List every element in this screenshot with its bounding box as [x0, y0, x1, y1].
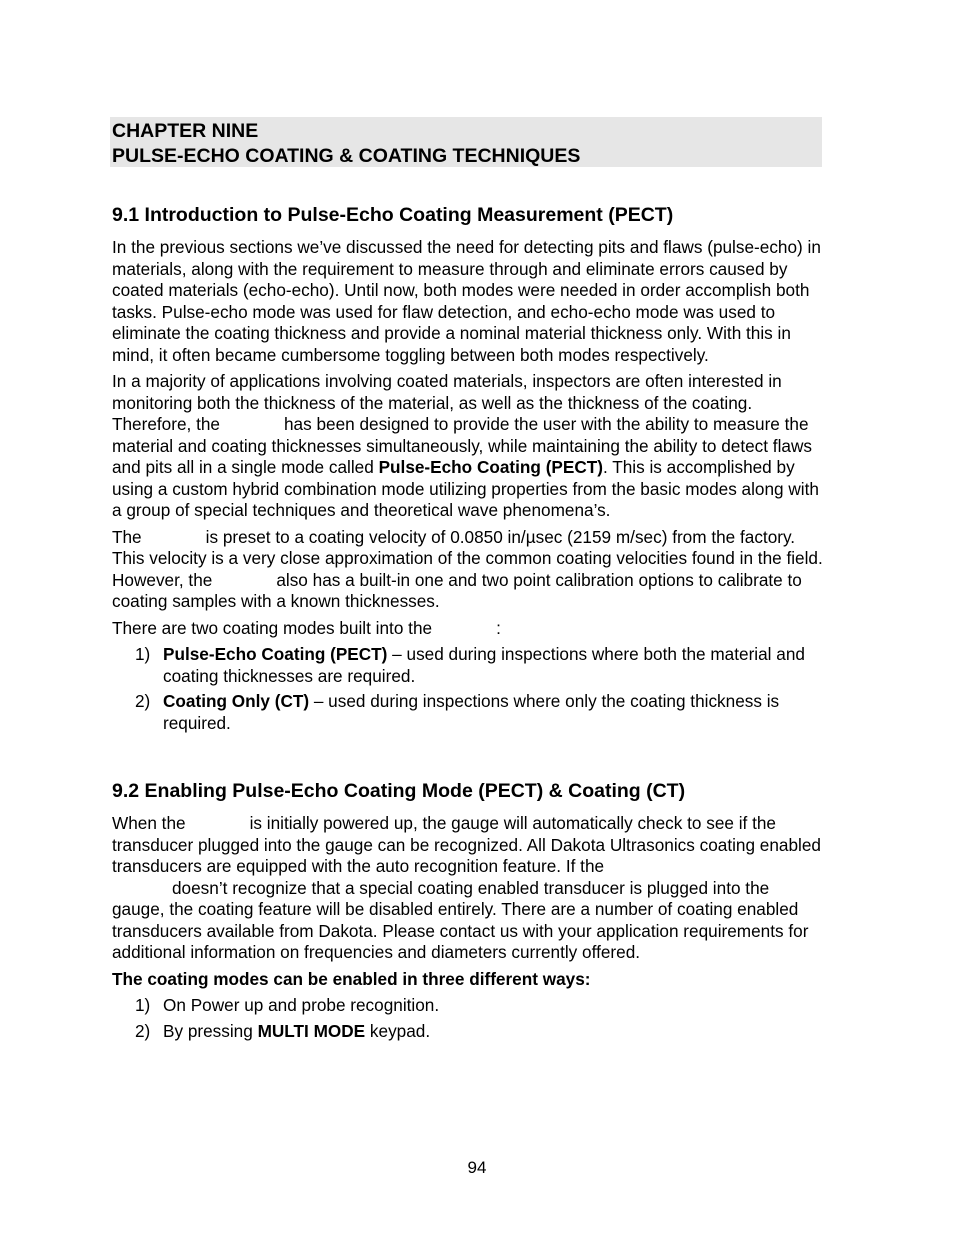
text-run: In a majority of applications involving coated materials, inspectors are often interested in monitoring both the thickness of the material, as well as the thickness of the coating. Therefore, the: [112, 371, 782, 434]
chapter-header: [110, 117, 822, 167]
text-run: has been designed to provide the user with the ability to measure the material and coating thicknesses simultaneously, while maintaining the ability to detect flaws and pits all in a single mode called: [112, 414, 812, 477]
text-run: There are two coating modes built into the: [112, 617, 433, 638]
list-item: [112, 644, 824, 687]
enable-ways-list: [112, 995, 824, 1042]
text-run: :: [496, 617, 501, 638]
bold-term: MULTI MODE: [257, 1020, 366, 1041]
bold-line: The coating modes can be enabled in three different ways:: [112, 968, 591, 989]
list-item: [112, 995, 824, 1017]
bold-term: Pulse-Echo Coating (PECT): [378, 457, 603, 477]
text-run: On Power up and probe recognition.: [163, 995, 440, 1015]
text-run: doesn’t recognize that a special coating enabled transducer is plugged into the gauge, the coating feature will be disabled entirely. There are a number of coating enabled transducers available from Dakota. Please contact us with your application requirements for additional information on frequencies and diameters currently offered.: [112, 877, 809, 962]
list-number: 1): [135, 644, 151, 664]
coating-modes-list: [112, 644, 824, 734]
list-item: [112, 691, 824, 734]
text-run: When the: [112, 813, 186, 833]
text-run: – used during inspections where both the material and coating thicknesses are required.: [163, 644, 805, 686]
bold-term: Coating Only (CT): [163, 691, 310, 711]
paragraph: In the previous sections we’ve discussed the need for detecting pits and flaws (pulse-echo) in materials, along with the requirement to measure through and eliminate errors caused by coated materials (echo-echo). Until now, both modes were needed in order accomplish both tasks. Pulse-echo mode was used for flaw detection, and echo-echo mode was used to eliminate the coating thickness and provide a nominal material thickness only. With this in mind, it often became cumbersome toggling between both modes respectively.: [112, 237, 821, 365]
chapter-number: CHAPTER NINE: [112, 120, 259, 142]
text-run: The: [112, 526, 142, 547]
page-content: [112, 202, 824, 1046]
section-heading-9-1: 9.1 Introduction to Pulse-Echo Coating Measurement (PECT): [112, 204, 674, 226]
paragraph: [112, 371, 824, 522]
text-run: is initially powered up, the gauge will automatically check to see if the transducer plugged into the gauge can be recognized. All Dakota Ultrasonics coating enabled transducers are equipped with the auto recognition feature. If the: [112, 813, 821, 876]
text-run: is preset to a coating velocity of 0.0850 in/µsec (2159 m/sec) from the factory. This velocity is a very close approximation of the common coating velocities found in the field. However, the: [112, 526, 823, 590]
list-number: 1): [135, 995, 151, 1015]
text-run: . This is accomplished by using a custom hybrid combination mode utilizing properties from the basic modes along with a group of special techniques and theoretical wave phenomena’s.: [112, 457, 819, 520]
chapter-title: PULSE-ECHO COATING & COATING TECHNIQUES: [112, 145, 581, 167]
list-number: 2): [135, 1020, 151, 1041]
list-item: [112, 1021, 824, 1043]
section-heading-9-2: 9.2 Enabling Pulse-Echo Coating Mode (PECT) & Coating (CT): [112, 780, 686, 802]
list-number: 2): [135, 691, 151, 711]
text-run: – used during inspections where only the coating thickness is required.: [163, 691, 780, 733]
paragraph: [112, 618, 824, 640]
bold-term: Pulse-Echo Coating (PECT): [163, 644, 388, 664]
text-run: keypad.: [365, 1020, 431, 1041]
paragraph: [112, 813, 824, 964]
page-number: 94: [467, 1158, 487, 1177]
paragraph: [112, 527, 824, 613]
text-run: also has a built-in one and two point calibration options to calibrate to coating samples with a known thicknesses.: [112, 569, 802, 611]
paragraph-bold: [112, 969, 824, 991]
text-run: By pressing: [163, 1020, 258, 1041]
